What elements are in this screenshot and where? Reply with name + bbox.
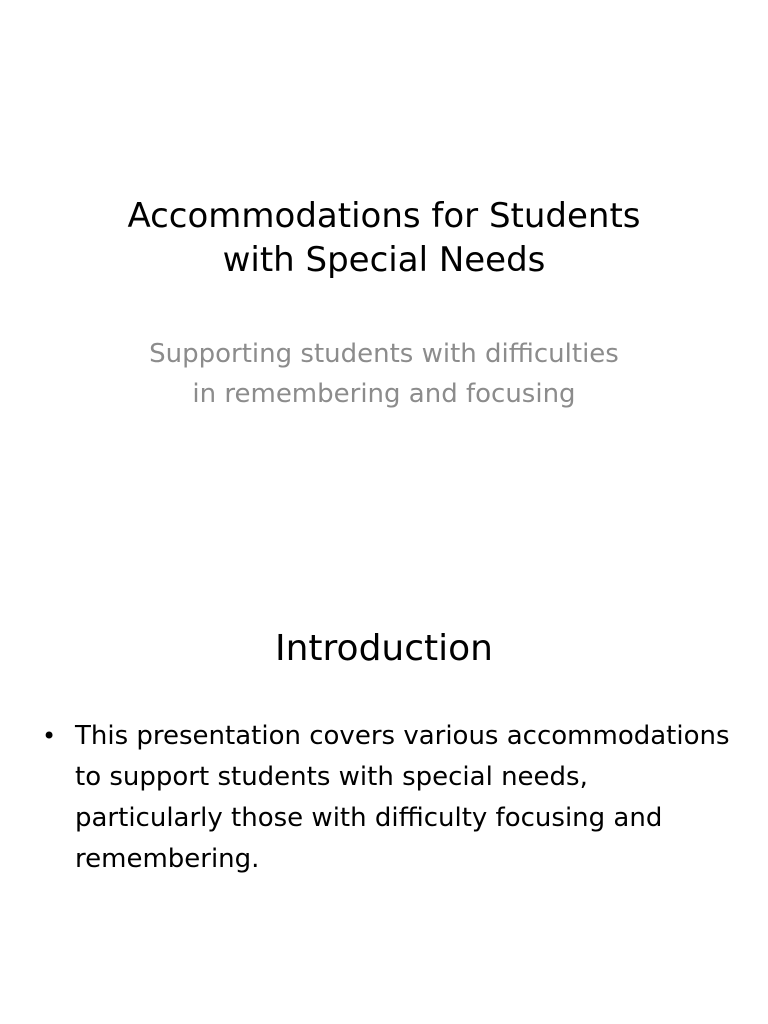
bullet-list: [40, 716, 730, 880]
bullet-item: [40, 716, 730, 880]
slide-heading: Introduction: [274, 628, 493, 669]
introduction-slide: [0, 576, 768, 1024]
bullet-text: This presentation covers various accommodations to support students with special needs, particularly those with difficulty focusing and remembering.: [75, 721, 730, 874]
slide-subtitle: Supporting students with difficulties in remembering and focusing: [149, 339, 619, 409]
bullet-marker: •: [42, 722, 57, 750]
slide-title: Accommodations for Students with Special Needs: [127, 196, 641, 280]
